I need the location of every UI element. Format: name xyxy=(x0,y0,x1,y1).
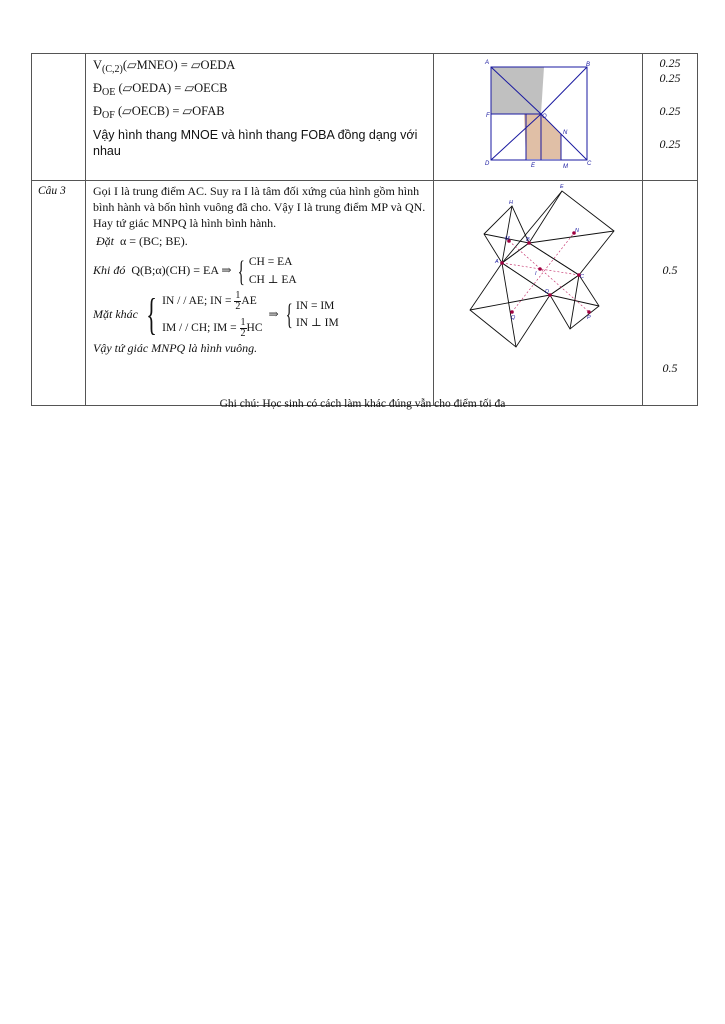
label-M2: M xyxy=(505,236,510,242)
score-1: 0.25 xyxy=(659,56,681,70)
label-B: B xyxy=(586,62,591,68)
label-I: I xyxy=(535,271,537,277)
conclusion-text: Vậy hình thang MNOE và hình thang FOBA đồng dạng với nhau xyxy=(93,127,418,159)
proof-paragraph-1: Gọi I là trung điểm AC. Suy ra I là tâm đối xứng của hình gồm hình bình hành và bốn hình vuông đã cho. Vậy I là trung điểm MP và QN. Hay tứ giác MNPQ là hình bình hành. xyxy=(93,184,426,230)
transform-line-1: $V_{(C,2)}(▱MNEO)$ = ▱OEDA xyxy=(93,58,236,75)
solution-cell-2 xyxy=(86,181,434,406)
label-D2: D xyxy=(545,289,549,295)
label-M: M xyxy=(563,164,568,170)
proof-rotation: Khi đó Q(B;α)(CH) = EA ⇒ { CH = EA CH ⊥ EA xyxy=(93,254,297,288)
label-F: F xyxy=(486,113,490,119)
figure-cell-2 xyxy=(434,181,643,406)
figure-cell-1 xyxy=(434,54,643,181)
label-P: P xyxy=(587,315,591,321)
transform-line-3: $Đ_{OF}$ (▱OECB) = ▱OFAB xyxy=(93,104,225,122)
score-cell-1 xyxy=(643,54,698,181)
question-label: Câu 3 xyxy=(32,181,86,406)
footer-note: Ghi chú: Học sinh có cách làm khác đúng vẫn cho điểm tối đa xyxy=(219,398,506,410)
transform-line-2: $Đ_{OE}$ (▱OEDA) = ▱OECB xyxy=(93,81,228,99)
table-row xyxy=(32,54,698,181)
label-E: E xyxy=(531,163,536,169)
score-3: 0.25 xyxy=(659,104,681,118)
label-O: O xyxy=(542,114,547,120)
proof-conclusion: Vậy tứ giác MNPQ là hình vuông. xyxy=(93,340,258,355)
proof-midline: Mặt khác { IN / / AE; IN = $\frac{1}{2}$ AE IM / / CH; IM = $\frac{1}{2}$ HC ⇒ { IN = IM IN ⊥ IM xyxy=(93,289,339,339)
table-row xyxy=(32,181,698,406)
label-E2: E xyxy=(560,184,564,190)
label-D: D xyxy=(485,161,490,167)
answer-table xyxy=(31,53,698,406)
label-H: H xyxy=(509,200,513,206)
shaded-trapezoid-tan xyxy=(524,114,561,159)
score-4: 0.25 xyxy=(659,137,681,151)
score-6: 0.5 xyxy=(662,361,678,375)
label-B2: B xyxy=(526,237,530,243)
label-C: C xyxy=(587,161,592,167)
score-5: 0.5 xyxy=(662,263,678,277)
label-A2: A xyxy=(495,259,499,265)
figure-squares xyxy=(434,54,642,175)
label-N2: N xyxy=(575,228,579,234)
score-cell-2 xyxy=(643,181,698,406)
label-C2: C xyxy=(580,274,584,280)
question-cell-empty xyxy=(32,54,86,181)
solution-cell-1 xyxy=(86,54,434,181)
label-A: A xyxy=(485,60,490,66)
score-2: 0.25 xyxy=(659,71,681,85)
label-N: N xyxy=(563,130,568,136)
figure-parallelogram-squares xyxy=(434,181,642,400)
proof-angle: Đặt α = (BC; BE). xyxy=(96,234,188,249)
label-Q: Q xyxy=(511,315,516,321)
